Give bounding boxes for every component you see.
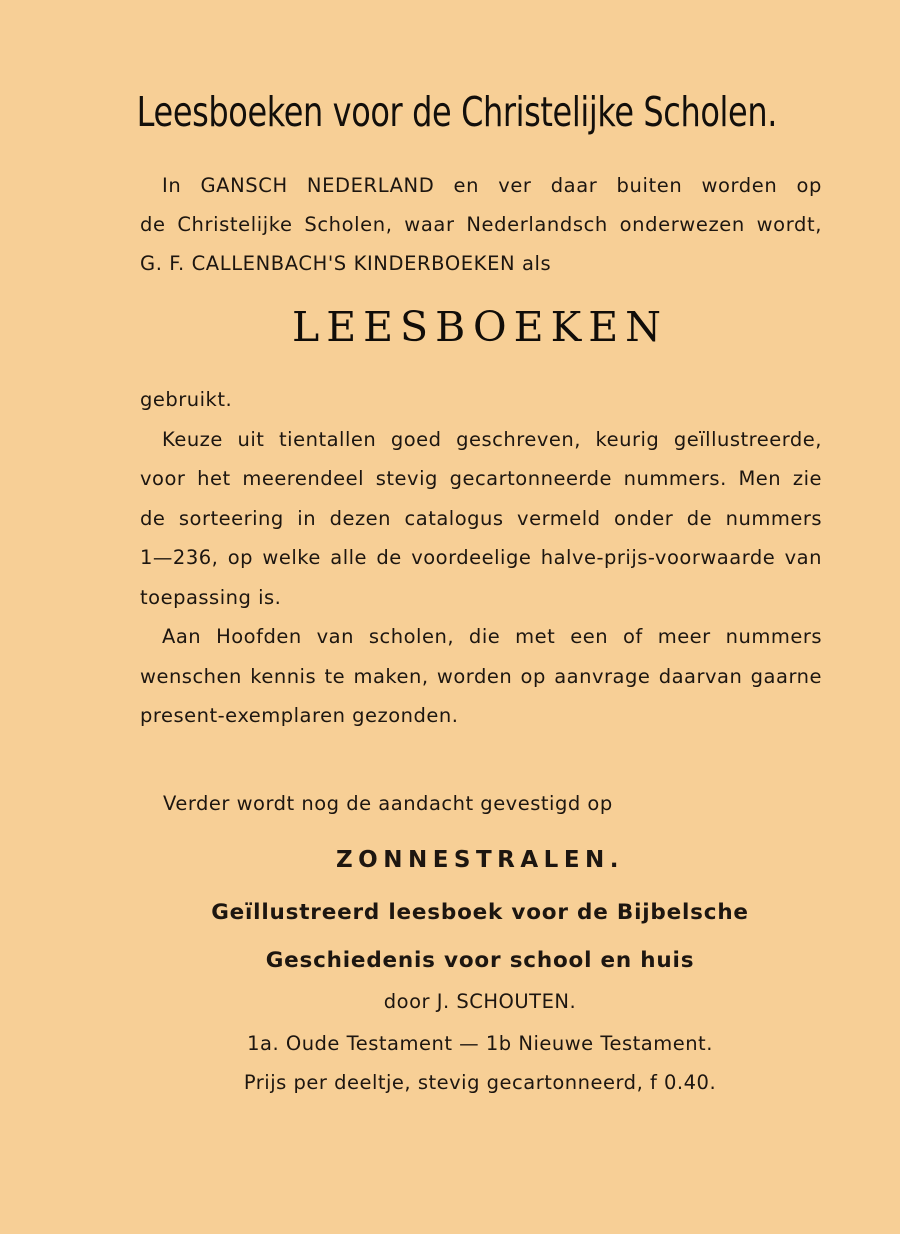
- intro-line: G. F. CALLENBACH'S KINDERBOEKEN als: [140, 252, 552, 275]
- headline-leesboeken: LEESBOEKEN: [291, 303, 669, 351]
- book-title-zonnestralen: ZONNESTRALEN.: [335, 847, 625, 873]
- body-line: toepassing is.: [140, 585, 282, 609]
- body-line: wenschen kennis te maken, worden op aanvrage daarvan gaarne: [140, 664, 822, 688]
- book-subtitle-line-2: Geschiedenis voor school en huis: [265, 948, 695, 973]
- body-line: gebruikt.: [140, 388, 233, 411]
- intro-paragraph: [140, 166, 822, 283]
- book-subtitle-line-1: Geïllustreerd leesboek voor de Bijbelsche: [211, 900, 749, 925]
- body-line: de sorteering in dezen catalogus vermeld onder de nummers: [140, 506, 822, 530]
- book-price: Prijs per deeltje, stevig gecartonneerd, f 0.40.: [243, 1071, 717, 1094]
- body-line: present-exemplaren gezonden.: [140, 704, 459, 727]
- book-author: door J. SCHOUTEN.: [383, 990, 577, 1013]
- body-paragraphs: [140, 380, 822, 736]
- body-line: Aan Hoofden van scholen, die met een of meer nummers: [162, 625, 822, 648]
- intro-line: In GANSCH NEDERLAND en ver daar buiten worden op: [162, 174, 822, 197]
- book-parts: 1a. Oude Testament — 1b Nieuwe Testament.: [247, 1032, 713, 1055]
- page-title: Leesboeken voor de Christelijke Scholen.: [136, 88, 777, 136]
- body-line: voor het meerendeel stevig gecartonneerde nummers. Men zie: [140, 467, 822, 490]
- body-line: 1—236, op welke alle de voordeelige halve-prijs-voorwaarde van: [140, 546, 822, 569]
- intro-line: de Christelijke Scholen, waar Nederlandsch onderwezen wordt,: [140, 213, 822, 236]
- body-line: Keuze uit tientallen goed geschreven, keurig geïllustreerde,: [162, 427, 822, 451]
- attention-line: Verder wordt nog de aandacht gevestigd op: [163, 792, 613, 815]
